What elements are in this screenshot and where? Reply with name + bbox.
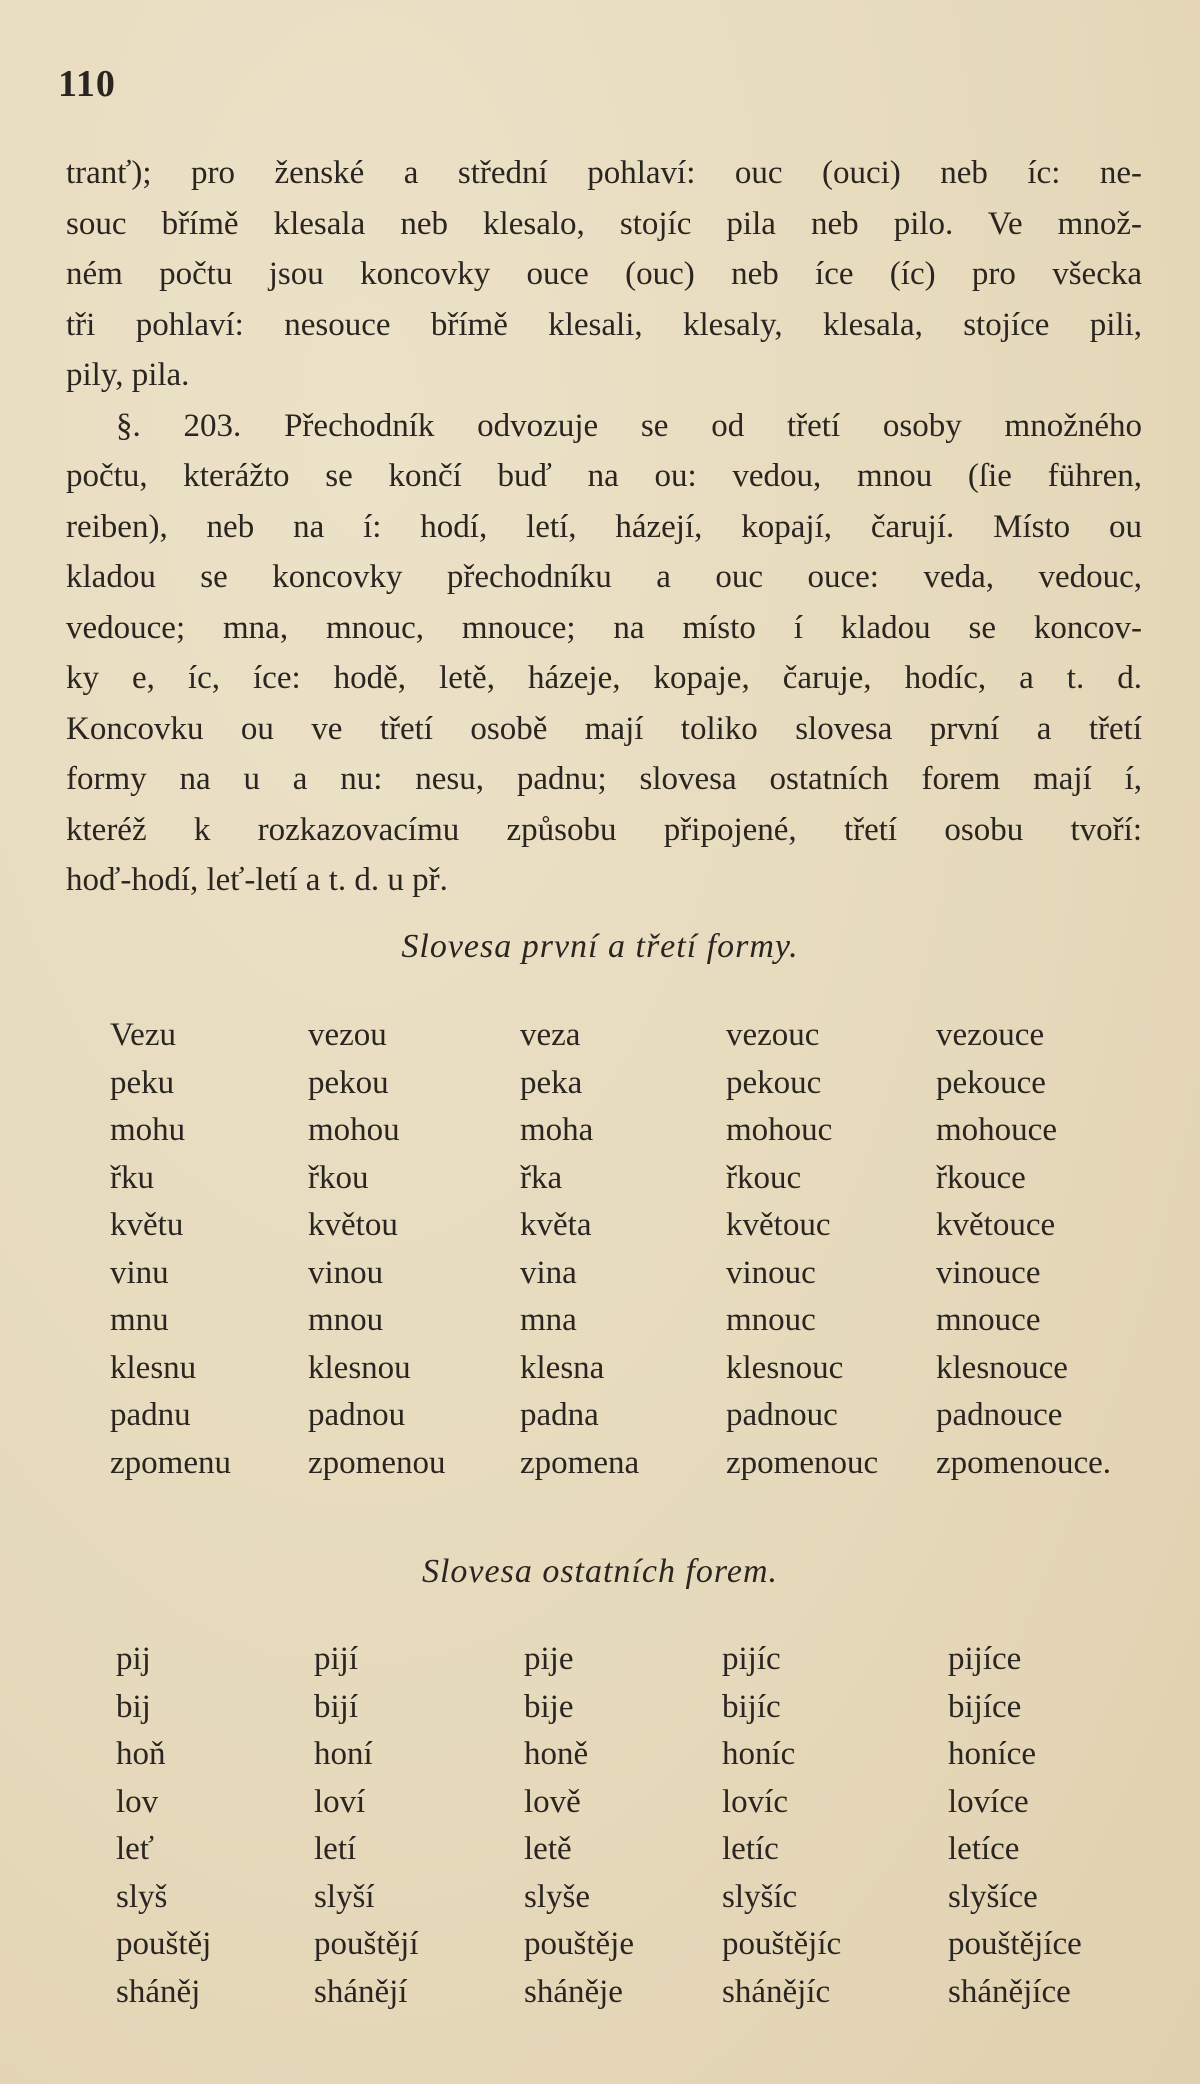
verb-cell: honíce: [948, 1736, 1036, 1772]
text-line: Koncovku ou ve třetí osobě mají toliko slovesa první a třetí: [66, 710, 1142, 747]
verb-cell: zpomenu: [110, 1444, 231, 1481]
verb-cell: leť: [116, 1831, 154, 1867]
verb-cell: lovíce: [948, 1783, 1029, 1820]
verb-cell: zpomena: [520, 1444, 640, 1481]
verb-cell: mna: [520, 1302, 577, 1338]
page-number: 110: [58, 63, 116, 105]
verb-cell: řka: [520, 1159, 563, 1196]
verb-cell: letě: [524, 1831, 572, 1867]
verb-cell: vinouc: [726, 1254, 816, 1291]
verb-cell: veza: [520, 1017, 581, 1053]
verb-cell: mnu: [110, 1302, 169, 1338]
verb-row: [0, 1969, 1200, 2017]
verb-cell: lov: [116, 1783, 159, 1820]
verb-cell: klesna: [520, 1349, 605, 1386]
verb-cell: shánějíc: [722, 1973, 831, 2010]
text-line: vedouce; mna, mnouc, mnouce; na místo í kladou se koncov-: [66, 609, 1142, 646]
verb-row: [0, 1250, 1200, 1298]
verb-row: [0, 1874, 1200, 1922]
verb-cell: bij: [116, 1688, 151, 1725]
verb-row: [0, 1921, 1200, 1969]
verb-cell: honíc: [722, 1736, 796, 1772]
verb-cell: mnouc: [726, 1302, 816, 1338]
verb-cell: zpomenouce.: [936, 1444, 1112, 1481]
verb-cell: květouce: [936, 1207, 1056, 1243]
verb-cell: bijíce: [948, 1688, 1022, 1725]
text-line: hoď-hodí, leť-letí a t. d. u př.: [66, 862, 448, 898]
verb-cell: slyšíce: [948, 1878, 1038, 1915]
text-line: ném počtu jsou koncovky ouce (ouc) neb íce (íc) pro všecka: [66, 256, 1142, 292]
verb-table-first-third-forms: [0, 1012, 1200, 1487]
verb-cell: mnou: [308, 1302, 384, 1338]
text-line: souc břímě klesala neb klesalo, stojíc pila neb pilo. Ve množ-: [66, 205, 1142, 242]
verb-row: [0, 1155, 1200, 1203]
verb-cell: zpomenouc: [726, 1444, 879, 1481]
verb-cell: vezouc: [726, 1017, 820, 1053]
text-line: tranť); pro ženské a střední pohlaví: ouc (ouci) neb íc: ne-: [66, 155, 1142, 191]
verb-cell: pouštějíce: [948, 1926, 1082, 1962]
verb-row: [0, 1392, 1200, 1440]
verb-cell: pouštějí: [314, 1926, 419, 1962]
verb-cell: slyšíc: [722, 1878, 798, 1915]
section-heading-first-third-forms: Slovesa první a třetí formy.: [401, 928, 799, 965]
verb-cell: pekouc: [726, 1064, 822, 1101]
verb-cell: květu: [110, 1207, 184, 1243]
verb-cell: mohouc: [726, 1112, 833, 1148]
verb-row: [0, 1440, 1200, 1488]
verb-cell: sháněje: [524, 1973, 623, 2010]
verb-cell: padnouce: [936, 1397, 1063, 1433]
verb-cell: pouštějíc: [722, 1926, 842, 1962]
verb-cell: honě: [524, 1736, 589, 1772]
verb-cell: mnouce: [936, 1302, 1041, 1338]
verb-cell: řkou: [308, 1159, 369, 1196]
verb-cell: mohou: [308, 1112, 400, 1148]
text-line: počtu, kterážto se končí buď na ou: vedou, mnou (ſie führen,: [66, 458, 1142, 494]
verb-row: [0, 1826, 1200, 1874]
verb-cell: řkouc: [726, 1159, 802, 1196]
text-line: formy na u a nu: nesu, padnu; slovesa ostatních forem mají í,: [66, 761, 1142, 797]
text-line: §. 203. Přechodník odvozuje se od třetí osoby množného: [116, 407, 1142, 444]
text-line: kteréž k rozkazovacímu způsobu připojené, třetí osobu tvoří:: [66, 811, 1142, 848]
verb-cell: květouc: [726, 1207, 831, 1243]
text-line: ky e, íc, íce: hodě, letě, házeje, kopaje, čaruje, hodíc, a t. d.: [66, 660, 1142, 696]
verb-row: [0, 1731, 1200, 1779]
verb-cell: bije: [524, 1688, 574, 1725]
verb-cell: shánějíce: [948, 1973, 1071, 2010]
verb-cell: mohouce: [936, 1112, 1057, 1148]
verb-cell: Vezu: [110, 1017, 176, 1053]
body-text: [66, 148, 1142, 906]
verb-cell: květa: [520, 1207, 592, 1243]
verb-cell: padna: [520, 1397, 599, 1433]
verb-cell: vinouce: [936, 1254, 1041, 1291]
text-line: pily, pila.: [66, 357, 190, 393]
verb-cell: řku: [110, 1159, 154, 1196]
verb-cell: lovíc: [722, 1783, 788, 1820]
verb-cell: loví: [314, 1783, 366, 1820]
verb-cell: pijíce: [948, 1641, 1022, 1677]
verb-cell: pijí: [314, 1641, 359, 1677]
verb-cell: vezouce: [936, 1017, 1045, 1053]
verb-cell: vina: [520, 1254, 577, 1291]
verb-cell: padnouc: [726, 1397, 838, 1433]
verb-cell: sháněj: [116, 1973, 201, 2010]
verb-row: [0, 1107, 1200, 1155]
verb-row: [0, 1779, 1200, 1827]
verb-cell: klesnouce: [936, 1349, 1068, 1386]
verb-cell: letí: [314, 1831, 357, 1867]
verb-cell: mohu: [110, 1112, 186, 1148]
verb-cell: klesnouc: [726, 1349, 844, 1386]
verb-cell: klesnou: [308, 1349, 411, 1386]
verb-cell: vinu: [110, 1254, 169, 1291]
verb-cell: pekou: [308, 1064, 389, 1101]
verb-cell: bijí: [314, 1688, 359, 1725]
verb-cell: slyše: [524, 1878, 590, 1915]
verb-cell: slyší: [314, 1878, 375, 1915]
verb-row: [0, 1202, 1200, 1250]
verb-cell: pij: [116, 1641, 151, 1677]
verb-cell: padnu: [110, 1397, 191, 1433]
verb-row: [0, 1636, 1200, 1684]
verb-cell: peka: [520, 1064, 583, 1101]
verb-cell: padnou: [308, 1397, 406, 1433]
verb-cell: pekouce: [936, 1064, 1046, 1101]
verb-cell: shánějí: [314, 1973, 408, 2010]
verb-table-other-forms: [0, 1636, 1200, 2016]
verb-cell: vinou: [308, 1254, 384, 1291]
text-line: kladou se koncovky přechodníku a ouc ouce: veda, vedouc,: [66, 559, 1142, 595]
verb-cell: letíc: [722, 1831, 779, 1867]
verb-cell: letíce: [948, 1831, 1020, 1867]
verb-row: [0, 1012, 1200, 1060]
verb-cell: klesnu: [110, 1349, 197, 1386]
verb-cell: hoň: [116, 1736, 166, 1772]
verb-cell: pijíc: [722, 1641, 781, 1677]
verb-cell: zpomenou: [308, 1444, 446, 1481]
verb-row: [0, 1684, 1200, 1732]
text-line: tři pohlaví: nesouce břímě klesali, klesaly, klesala, stojíce pili,: [66, 306, 1142, 343]
verb-cell: moha: [520, 1112, 594, 1148]
verb-cell: vezou: [308, 1017, 387, 1053]
verb-cell: honí: [314, 1736, 373, 1772]
section-heading-other-forms: Slovesa ostatních forem.: [421, 1553, 779, 1590]
verb-cell: řkouce: [936, 1159, 1026, 1196]
text-line: reiben), neb na í: hodí, letí, házejí, kopají, čarují. Místo ou: [66, 508, 1142, 545]
verb-cell: pouštěj: [116, 1926, 212, 1962]
verb-row: [0, 1345, 1200, 1393]
verb-cell: pije: [524, 1641, 574, 1677]
verb-row: [0, 1297, 1200, 1345]
verb-cell: bijíc: [722, 1688, 781, 1725]
verb-cell: slyš: [116, 1878, 168, 1915]
verb-cell: pouštěje: [524, 1926, 634, 1962]
verb-cell: květou: [308, 1207, 398, 1243]
verb-cell: lově: [524, 1783, 581, 1820]
verb-cell: peku: [110, 1064, 175, 1101]
verb-row: [0, 1060, 1200, 1108]
